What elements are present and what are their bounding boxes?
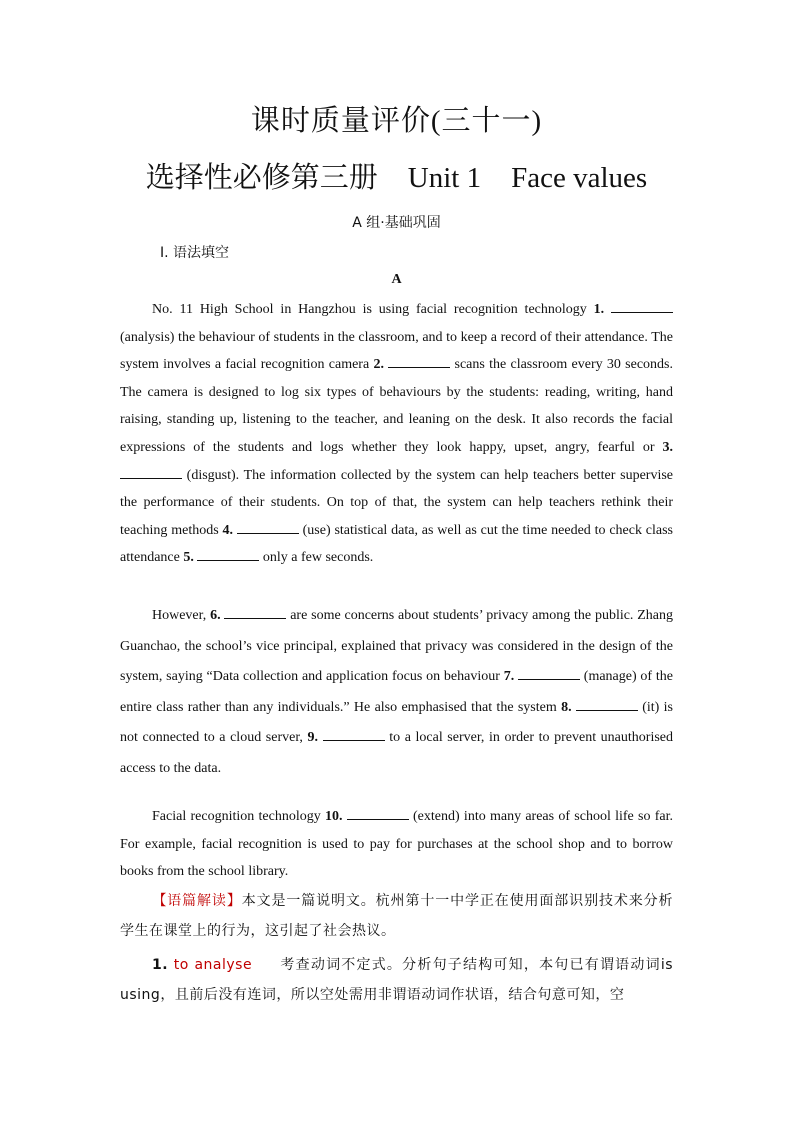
title-line-1: 课时质量评价(三十一) — [250, 105, 543, 137]
blank-number: 8. — [561, 699, 572, 715]
blank-number: 10. — [324, 809, 343, 824]
answer-blank[interactable] — [611, 300, 673, 313]
answer-explanation-1 — [120, 950, 673, 1010]
passage-paragraph-3: Facial recognition technology 10. (extend) into many areas of school life so far. For example, facial recognition is used to pay for purchases at the school shop and to borrow books from the school library. — [120, 809, 673, 880]
answer-blank[interactable] — [120, 466, 182, 479]
blank-number: 5. — [183, 550, 194, 566]
answer-blank[interactable] — [388, 355, 450, 368]
part-label: Ⅰ. 语法填空 — [160, 245, 230, 261]
passage-paragraph-1: No. 11 High School in Hangzhou is using facial recognition technology 1. (analysis) the behaviour of students in the classroom, and to keep a record of their attendance. The system involves a facial recognition camera 2. scans the classroom every 30 seconds. The camera is designed to log six types of behaviours by the students: reading, writing, hand raising, standing up, listening to the teacher, and leaning on the desk. It also records the facial expressions of the students and logs whether they look happy, upset, angry, fearful or 3. (disgust). The information collected by the system can help teachers better supervise the performance of their students. On top of that, the system can help teachers rethink their teaching methods 4. (use) statistical data, as well as cut the time needed to check class attendance 5. only a few seconds. — [120, 302, 674, 566]
answer-text: to analyse — [173, 957, 253, 973]
page-title — [120, 98, 673, 139]
blank-number: 3. — [662, 439, 673, 455]
passage-paragraph-2: However, 6. are some concerns about students’ privacy among the public. Zhang Guanchao, the school’s vice principal, explained that privacy was considered in the design of the system, saying “Data collection and application focus on behaviour 7. (manage) of the entire class rather than any individuals.” He also emphasised that the system 8. (it) is not connected to a cloud server, 9. to a local server, in order to prevent unauthorised access to the data. — [120, 608, 674, 776]
blank-number: 9. — [307, 730, 319, 745]
unit-topic: Face values — [511, 162, 648, 194]
page-subtitle — [120, 155, 673, 196]
blank-number: 6. — [210, 608, 221, 623]
answer-blank[interactable] — [197, 548, 259, 561]
blank-number: 1. — [593, 302, 605, 317]
answer-blank[interactable] — [518, 667, 580, 680]
analysis-text: 本文是一篇说明文。杭州第十一中学正在使用面部识别技术来分析学生在课堂上的行为，这引起了社会热议。 — [120, 893, 674, 939]
explanation-text: 考查动词不定式。分析句子结构可知，本句已有谓语动词is — [280, 957, 673, 973]
blank-number: 2. — [373, 357, 384, 373]
section-label: A 组·基础巩固 — [352, 215, 441, 231]
blank-number: 7. — [503, 669, 515, 684]
unit-number: Unit 1 — [407, 162, 482, 194]
answer-blank[interactable] — [224, 606, 286, 619]
answer-blank[interactable] — [347, 807, 409, 820]
answer-blank[interactable] — [576, 698, 638, 711]
passage-letter: A — [391, 272, 402, 287]
book-name: 选择性必修第三册 — [145, 162, 378, 194]
blank-number: 4. — [222, 522, 233, 538]
discourse-analysis — [120, 886, 673, 946]
answer-blank[interactable] — [323, 728, 385, 741]
answer-number: 1. — [152, 957, 169, 973]
answer-blank[interactable] — [237, 521, 299, 534]
analysis-tag: 【语篇解读】 — [152, 893, 242, 909]
explanation-text-cont: using，且前后没有连词，所以空处需用非谓语动词作状语，结合句意可知，空 — [120, 987, 625, 1003]
